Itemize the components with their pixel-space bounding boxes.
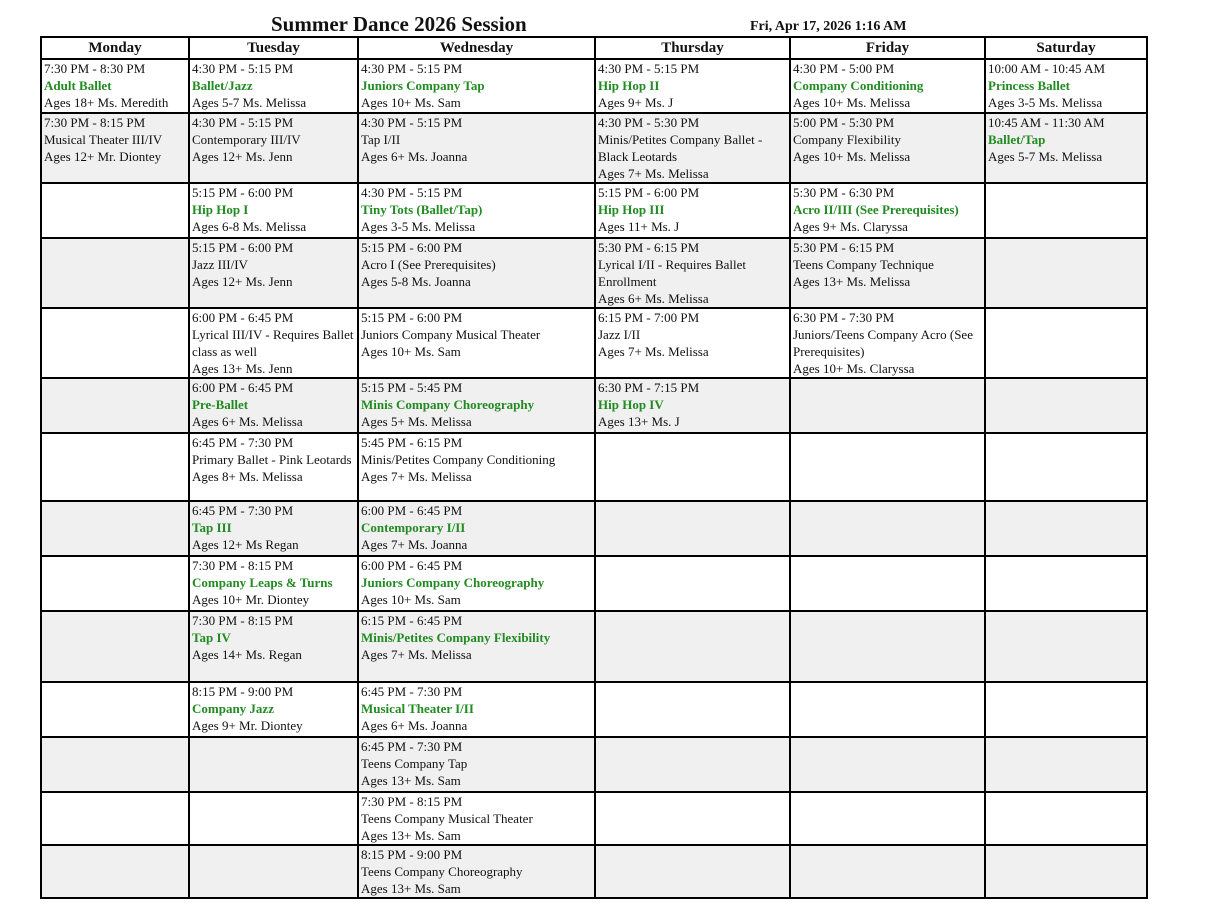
- class-cell-friday: [790, 682, 985, 737]
- class-cell-tuesday: [189, 556, 358, 611]
- class-cell-wednesday: [358, 845, 595, 898]
- class-cell-thursday: [595, 611, 790, 682]
- schedule-table: [40, 36, 1148, 899]
- class-name: Juniors Company Musical Theater: [361, 327, 541, 342]
- class-cell-tuesday: [189, 308, 358, 378]
- class-name: Ballet/Tap: [988, 132, 1046, 147]
- class-cell-thursday: [595, 378, 790, 433]
- class-ages-instructor: Ages 10+ Ms. Melissa: [793, 149, 911, 164]
- class-cell-tuesday: [189, 183, 358, 238]
- class-cell-saturday: [985, 378, 1147, 433]
- class-ages-instructor: Ages 12+ Ms Regan: [192, 537, 299, 552]
- class-cell-tuesday: [189, 378, 358, 433]
- class-cell-wednesday: [358, 792, 595, 845]
- class-time: 4:30 PM - 5:15 PM: [361, 61, 463, 76]
- day-header-tuesday: Tuesday: [189, 37, 358, 59]
- class-name: Juniors Company Choreography: [361, 575, 545, 590]
- class-cell-wednesday: [358, 59, 595, 113]
- class-ages-instructor: Ages 13+ Ms. Sam: [361, 828, 461, 843]
- day-header-row: [41, 37, 1147, 59]
- class-time: 5:30 PM - 6:15 PM: [598, 240, 700, 255]
- schedule-row: [41, 501, 1147, 556]
- class-name: Juniors Company Tap: [361, 78, 485, 93]
- class-ages-instructor: Ages 7+ Ms. Joanna: [361, 537, 468, 552]
- class-ages-instructor: Ages 3-5 Ms. Melissa: [361, 219, 476, 234]
- class-time: 4:30 PM - 5:15 PM: [361, 185, 463, 200]
- class-time: 4:30 PM - 5:30 PM: [598, 115, 700, 130]
- class-ages-instructor: Ages 12+ Mr. Diontey: [44, 149, 162, 164]
- class-ages-instructor: Ages 5-7 Ms. Melissa: [192, 95, 307, 110]
- class-time: 6:00 PM - 6:45 PM: [361, 558, 463, 573]
- class-ages-instructor: Ages 5+ Ms. Melissa: [361, 414, 472, 429]
- class-ages-instructor: Ages 12+ Ms. Jenn: [192, 149, 293, 164]
- class-cell-saturday: [985, 682, 1147, 737]
- class-ages-instructor: Ages 6+ Ms. Joanna: [361, 149, 468, 164]
- class-cell-wednesday: [358, 556, 595, 611]
- class-time: 6:30 PM - 7:15 PM: [598, 380, 700, 395]
- class-cell-friday: [790, 59, 985, 113]
- class-name: Contemporary I/II: [361, 520, 466, 535]
- schedule-row: [41, 183, 1147, 238]
- class-time: 5:15 PM - 6:00 PM: [192, 185, 294, 200]
- class-cell-saturday: [985, 183, 1147, 238]
- class-cell-tuesday: [189, 737, 358, 792]
- class-ages-instructor: Ages 13+ Ms. Sam: [361, 881, 461, 896]
- class-name: Juniors/Teens Company Acro (See Prerequisites): [793, 327, 973, 359]
- class-ages-instructor: Ages 6-8 Ms. Melissa: [192, 219, 307, 234]
- schedule-row: [41, 378, 1147, 433]
- class-name: Acro I (See Prerequisites): [361, 257, 496, 272]
- class-time: 6:45 PM - 7:30 PM: [192, 435, 294, 450]
- schedule-row: [41, 611, 1147, 682]
- class-cell-monday: [41, 238, 189, 308]
- class-time: 4:30 PM - 5:00 PM: [793, 61, 895, 76]
- class-ages-instructor: Ages 13+ Ms. J: [598, 414, 680, 429]
- class-cell-saturday: [985, 845, 1147, 898]
- class-cell-monday: [41, 556, 189, 611]
- class-cell-thursday: [595, 737, 790, 792]
- class-cell-friday: [790, 308, 985, 378]
- class-name: Tiny Tots (Ballet/Tap): [361, 202, 483, 217]
- class-time: 6:00 PM - 6:45 PM: [192, 380, 294, 395]
- class-time: 5:15 PM - 5:45 PM: [361, 380, 463, 395]
- class-name: Company Flexibility: [793, 132, 901, 147]
- class-cell-wednesday: [358, 238, 595, 308]
- class-time: 5:30 PM - 6:15 PM: [793, 240, 895, 255]
- class-cell-tuesday: [189, 845, 358, 898]
- class-time: 5:15 PM - 6:00 PM: [598, 185, 700, 200]
- class-cell-monday: [41, 59, 189, 113]
- class-cell-friday: [790, 378, 985, 433]
- class-cell-thursday: [595, 308, 790, 378]
- schedule-row: [41, 556, 1147, 611]
- class-cell-saturday: [985, 433, 1147, 501]
- schedule-row: [41, 682, 1147, 737]
- day-header-friday: Friday: [790, 37, 985, 59]
- class-time: 8:15 PM - 9:00 PM: [361, 847, 463, 862]
- class-cell-tuesday: [189, 792, 358, 845]
- class-cell-thursday: [595, 501, 790, 556]
- schedule-row: [41, 113, 1147, 183]
- class-cell-wednesday: [358, 737, 595, 792]
- class-time: 5:30 PM - 6:30 PM: [793, 185, 895, 200]
- class-cell-friday: [790, 433, 985, 501]
- class-cell-saturday: [985, 238, 1147, 308]
- class-name: Musical Theater I/II: [361, 701, 474, 716]
- class-ages-instructor: Ages 7+ Ms. Melissa: [598, 344, 709, 359]
- class-ages-instructor: Ages 5-8 Ms. Joanna: [361, 274, 471, 289]
- class-time: 4:30 PM - 5:15 PM: [598, 61, 700, 76]
- class-cell-wednesday: [358, 378, 595, 433]
- class-cell-thursday: [595, 556, 790, 611]
- class-cell-saturday: [985, 792, 1147, 845]
- class-time: 6:15 PM - 7:00 PM: [598, 310, 700, 325]
- class-ages-instructor: Ages 8+ Ms. Melissa: [192, 469, 303, 484]
- class-cell-thursday: [595, 433, 790, 501]
- class-name: Tap IV: [192, 630, 231, 645]
- class-cell-monday: [41, 183, 189, 238]
- class-cell-tuesday: [189, 113, 358, 183]
- class-name: Minis/Petites Company Flexibility: [361, 630, 551, 645]
- class-ages-instructor: Ages 9+ Ms. Claryssa: [793, 219, 908, 234]
- class-cell-tuesday: [189, 238, 358, 308]
- class-time: 5:45 PM - 6:15 PM: [361, 435, 463, 450]
- class-name: Minis/Petites Company Ballet - Black Leotards: [598, 132, 763, 164]
- class-name: Minis Company Choreography: [361, 397, 535, 412]
- schedule-row: [41, 308, 1147, 378]
- schedule-row: [41, 845, 1147, 898]
- class-ages-instructor: Ages 12+ Ms. Jenn: [192, 274, 293, 289]
- class-ages-instructor: Ages 10+ Ms. Claryssa: [793, 361, 915, 376]
- class-cell-tuesday: [189, 59, 358, 113]
- class-cell-wednesday: [358, 433, 595, 501]
- class-cell-monday: [41, 737, 189, 792]
- class-cell-monday: [41, 682, 189, 737]
- class-cell-thursday: [595, 682, 790, 737]
- schedule-row: [41, 433, 1147, 501]
- class-cell-wednesday: [358, 501, 595, 556]
- class-cell-monday: [41, 501, 189, 556]
- class-cell-friday: [790, 845, 985, 898]
- class-cell-saturday: [985, 556, 1147, 611]
- class-cell-monday: [41, 611, 189, 682]
- class-time: 6:45 PM - 7:30 PM: [361, 739, 463, 754]
- class-name: Adult Ballet: [44, 78, 112, 93]
- class-cell-thursday: [595, 238, 790, 308]
- class-cell-monday: [41, 845, 189, 898]
- class-cell-thursday: [595, 113, 790, 183]
- class-time: 7:30 PM - 8:30 PM: [44, 61, 146, 76]
- class-time: 5:15 PM - 6:00 PM: [361, 240, 463, 255]
- class-time: 6:30 PM - 7:30 PM: [793, 310, 895, 325]
- class-ages-instructor: Ages 7+ Ms. Melissa: [598, 166, 709, 181]
- class-cell-saturday: [985, 611, 1147, 682]
- class-ages-instructor: Ages 11+ Ms. J: [598, 219, 680, 234]
- class-time: 5:00 PM - 5:30 PM: [793, 115, 895, 130]
- class-cell-saturday: [985, 308, 1147, 378]
- class-cell-wednesday: [358, 113, 595, 183]
- class-cell-friday: [790, 556, 985, 611]
- class-cell-saturday: [985, 113, 1147, 183]
- class-name: Hip Hop II: [598, 78, 660, 93]
- class-name: Minis/Petites Company Conditioning: [361, 452, 556, 467]
- class-cell-wednesday: [358, 308, 595, 378]
- schedule-row: [41, 59, 1147, 113]
- class-name: Jazz I/II: [598, 327, 641, 342]
- class-ages-instructor: Ages 10+ Mr. Diontey: [192, 592, 310, 607]
- class-ages-instructor: Ages 6+ Ms. Joanna: [361, 718, 468, 733]
- class-cell-tuesday: [189, 433, 358, 501]
- class-ages-instructor: Ages 10+ Ms. Sam: [361, 95, 461, 110]
- class-ages-instructor: Ages 6+ Ms. Melissa: [192, 414, 303, 429]
- class-time: 4:30 PM - 5:15 PM: [192, 115, 294, 130]
- class-cell-friday: [790, 792, 985, 845]
- class-time: 7:30 PM - 8:15 PM: [192, 613, 294, 628]
- class-time: 8:15 PM - 9:00 PM: [192, 684, 294, 699]
- class-ages-instructor: Ages 9+ Ms. J: [598, 95, 674, 110]
- class-name: Company Leaps & Turns: [192, 575, 333, 590]
- page-title: Summer Dance 2026 Session: [271, 12, 527, 36]
- class-ages-instructor: Ages 7+ Ms. Melissa: [361, 647, 472, 662]
- class-cell-tuesday: [189, 611, 358, 682]
- class-ages-instructor: Ages 10+ Ms. Sam: [361, 592, 461, 607]
- class-time: 6:00 PM - 6:45 PM: [192, 310, 294, 325]
- class-time: 10:45 AM - 11:30 AM: [988, 115, 1105, 130]
- class-name: Musical Theater III/IV: [44, 132, 163, 147]
- class-cell-thursday: [595, 183, 790, 238]
- print-timestamp: Fri, Apr 17, 2026 1:16 AM: [750, 19, 907, 34]
- class-name: Hip Hop I: [192, 202, 249, 217]
- class-time: 7:30 PM - 8:15 PM: [44, 115, 146, 130]
- class-name: Pre-Ballet: [192, 397, 249, 412]
- class-cell-monday: [41, 308, 189, 378]
- class-cell-friday: [790, 238, 985, 308]
- class-name: Hip Hop IV: [598, 397, 664, 412]
- class-ages-instructor: Ages 18+ Ms. Meredith: [44, 95, 169, 110]
- schedule-row: [41, 792, 1147, 845]
- class-cell-thursday: [595, 59, 790, 113]
- class-time: 6:15 PM - 6:45 PM: [361, 613, 463, 628]
- class-name: Tap I/II: [361, 132, 401, 147]
- class-ages-instructor: Ages 10+ Ms. Sam: [361, 344, 461, 359]
- class-ages-instructor: Ages 14+ Ms. Regan: [192, 647, 302, 662]
- class-name: Tap III: [192, 520, 232, 535]
- class-name: Teens Company Tap: [361, 756, 468, 771]
- class-time: 7:30 PM - 8:15 PM: [361, 794, 463, 809]
- class-cell-wednesday: [358, 611, 595, 682]
- day-header-wednesday: Wednesday: [358, 37, 595, 59]
- class-time: 10:00 AM - 10:45 AM: [988, 61, 1106, 76]
- class-cell-friday: [790, 611, 985, 682]
- class-ages-instructor: Ages 7+ Ms. Melissa: [361, 469, 472, 484]
- class-name: Princess Ballet: [988, 78, 1070, 93]
- class-cell-wednesday: [358, 682, 595, 737]
- class-ages-instructor: Ages 13+ Ms. Melissa: [793, 274, 911, 289]
- day-header-monday: Monday: [41, 37, 189, 59]
- class-cell-saturday: [985, 737, 1147, 792]
- class-time: 5:15 PM - 6:00 PM: [361, 310, 463, 325]
- class-name: Contemporary III/IV: [192, 132, 301, 147]
- schedule-row: [41, 238, 1147, 308]
- class-time: 7:30 PM - 8:15 PM: [192, 558, 294, 573]
- class-ages-instructor: Ages 6+ Ms. Melissa: [598, 291, 709, 306]
- class-cell-thursday: [595, 792, 790, 845]
- class-ages-instructor: Ages 13+ Ms. Jenn: [192, 361, 293, 376]
- class-cell-wednesday: [358, 183, 595, 238]
- class-name: Ballet/Jazz: [192, 78, 253, 93]
- class-time: 6:45 PM - 7:30 PM: [361, 684, 463, 699]
- class-name: Lyrical III/IV - Requires Ballet class as well: [192, 327, 354, 359]
- class-name: Jazz III/IV: [192, 257, 248, 272]
- class-time: 5:15 PM - 6:00 PM: [192, 240, 294, 255]
- class-cell-monday: [41, 378, 189, 433]
- class-ages-instructor: Ages 5-7 Ms. Melissa: [988, 149, 1103, 164]
- class-ages-instructor: Ages 9+ Mr. Diontey: [192, 718, 303, 733]
- class-cell-monday: [41, 792, 189, 845]
- class-cell-monday: [41, 113, 189, 183]
- class-name: Teens Company Choreography: [361, 864, 523, 879]
- class-cell-friday: [790, 113, 985, 183]
- class-cell-tuesday: [189, 501, 358, 556]
- class-cell-friday: [790, 501, 985, 556]
- day-header-thursday: Thursday: [595, 37, 790, 59]
- schedule-row: [41, 737, 1147, 792]
- class-cell-monday: [41, 433, 189, 501]
- class-ages-instructor: Ages 13+ Ms. Sam: [361, 773, 461, 788]
- class-name: Teens Company Technique: [793, 257, 934, 272]
- class-cell-friday: [790, 183, 985, 238]
- class-name: Hip Hop III: [598, 202, 665, 217]
- class-name: Primary Ballet - Pink Leotards: [192, 452, 352, 467]
- class-time: 6:45 PM - 7:30 PM: [192, 503, 294, 518]
- class-cell-thursday: [595, 845, 790, 898]
- class-name: Company Jazz: [192, 701, 274, 716]
- class-time: 4:30 PM - 5:15 PM: [192, 61, 294, 76]
- class-time: 4:30 PM - 5:15 PM: [361, 115, 463, 130]
- class-cell-tuesday: [189, 682, 358, 737]
- class-cell-saturday: [985, 501, 1147, 556]
- class-name: Company Conditioning: [793, 78, 924, 93]
- day-header-saturday: Saturday: [985, 37, 1147, 59]
- class-ages-instructor: Ages 10+ Ms. Melissa: [793, 95, 911, 110]
- class-name: Acro II/III (See Prerequisites): [793, 202, 959, 217]
- class-name: Lyrical I/II - Requires Ballet Enrollment: [598, 257, 747, 289]
- schedule-body: [41, 59, 1147, 898]
- class-ages-instructor: Ages 3-5 Ms. Melissa: [988, 95, 1103, 110]
- class-cell-friday: [790, 737, 985, 792]
- class-cell-saturday: [985, 59, 1147, 113]
- class-time: 6:00 PM - 6:45 PM: [361, 503, 463, 518]
- class-name: Teens Company Musical Theater: [361, 811, 533, 826]
